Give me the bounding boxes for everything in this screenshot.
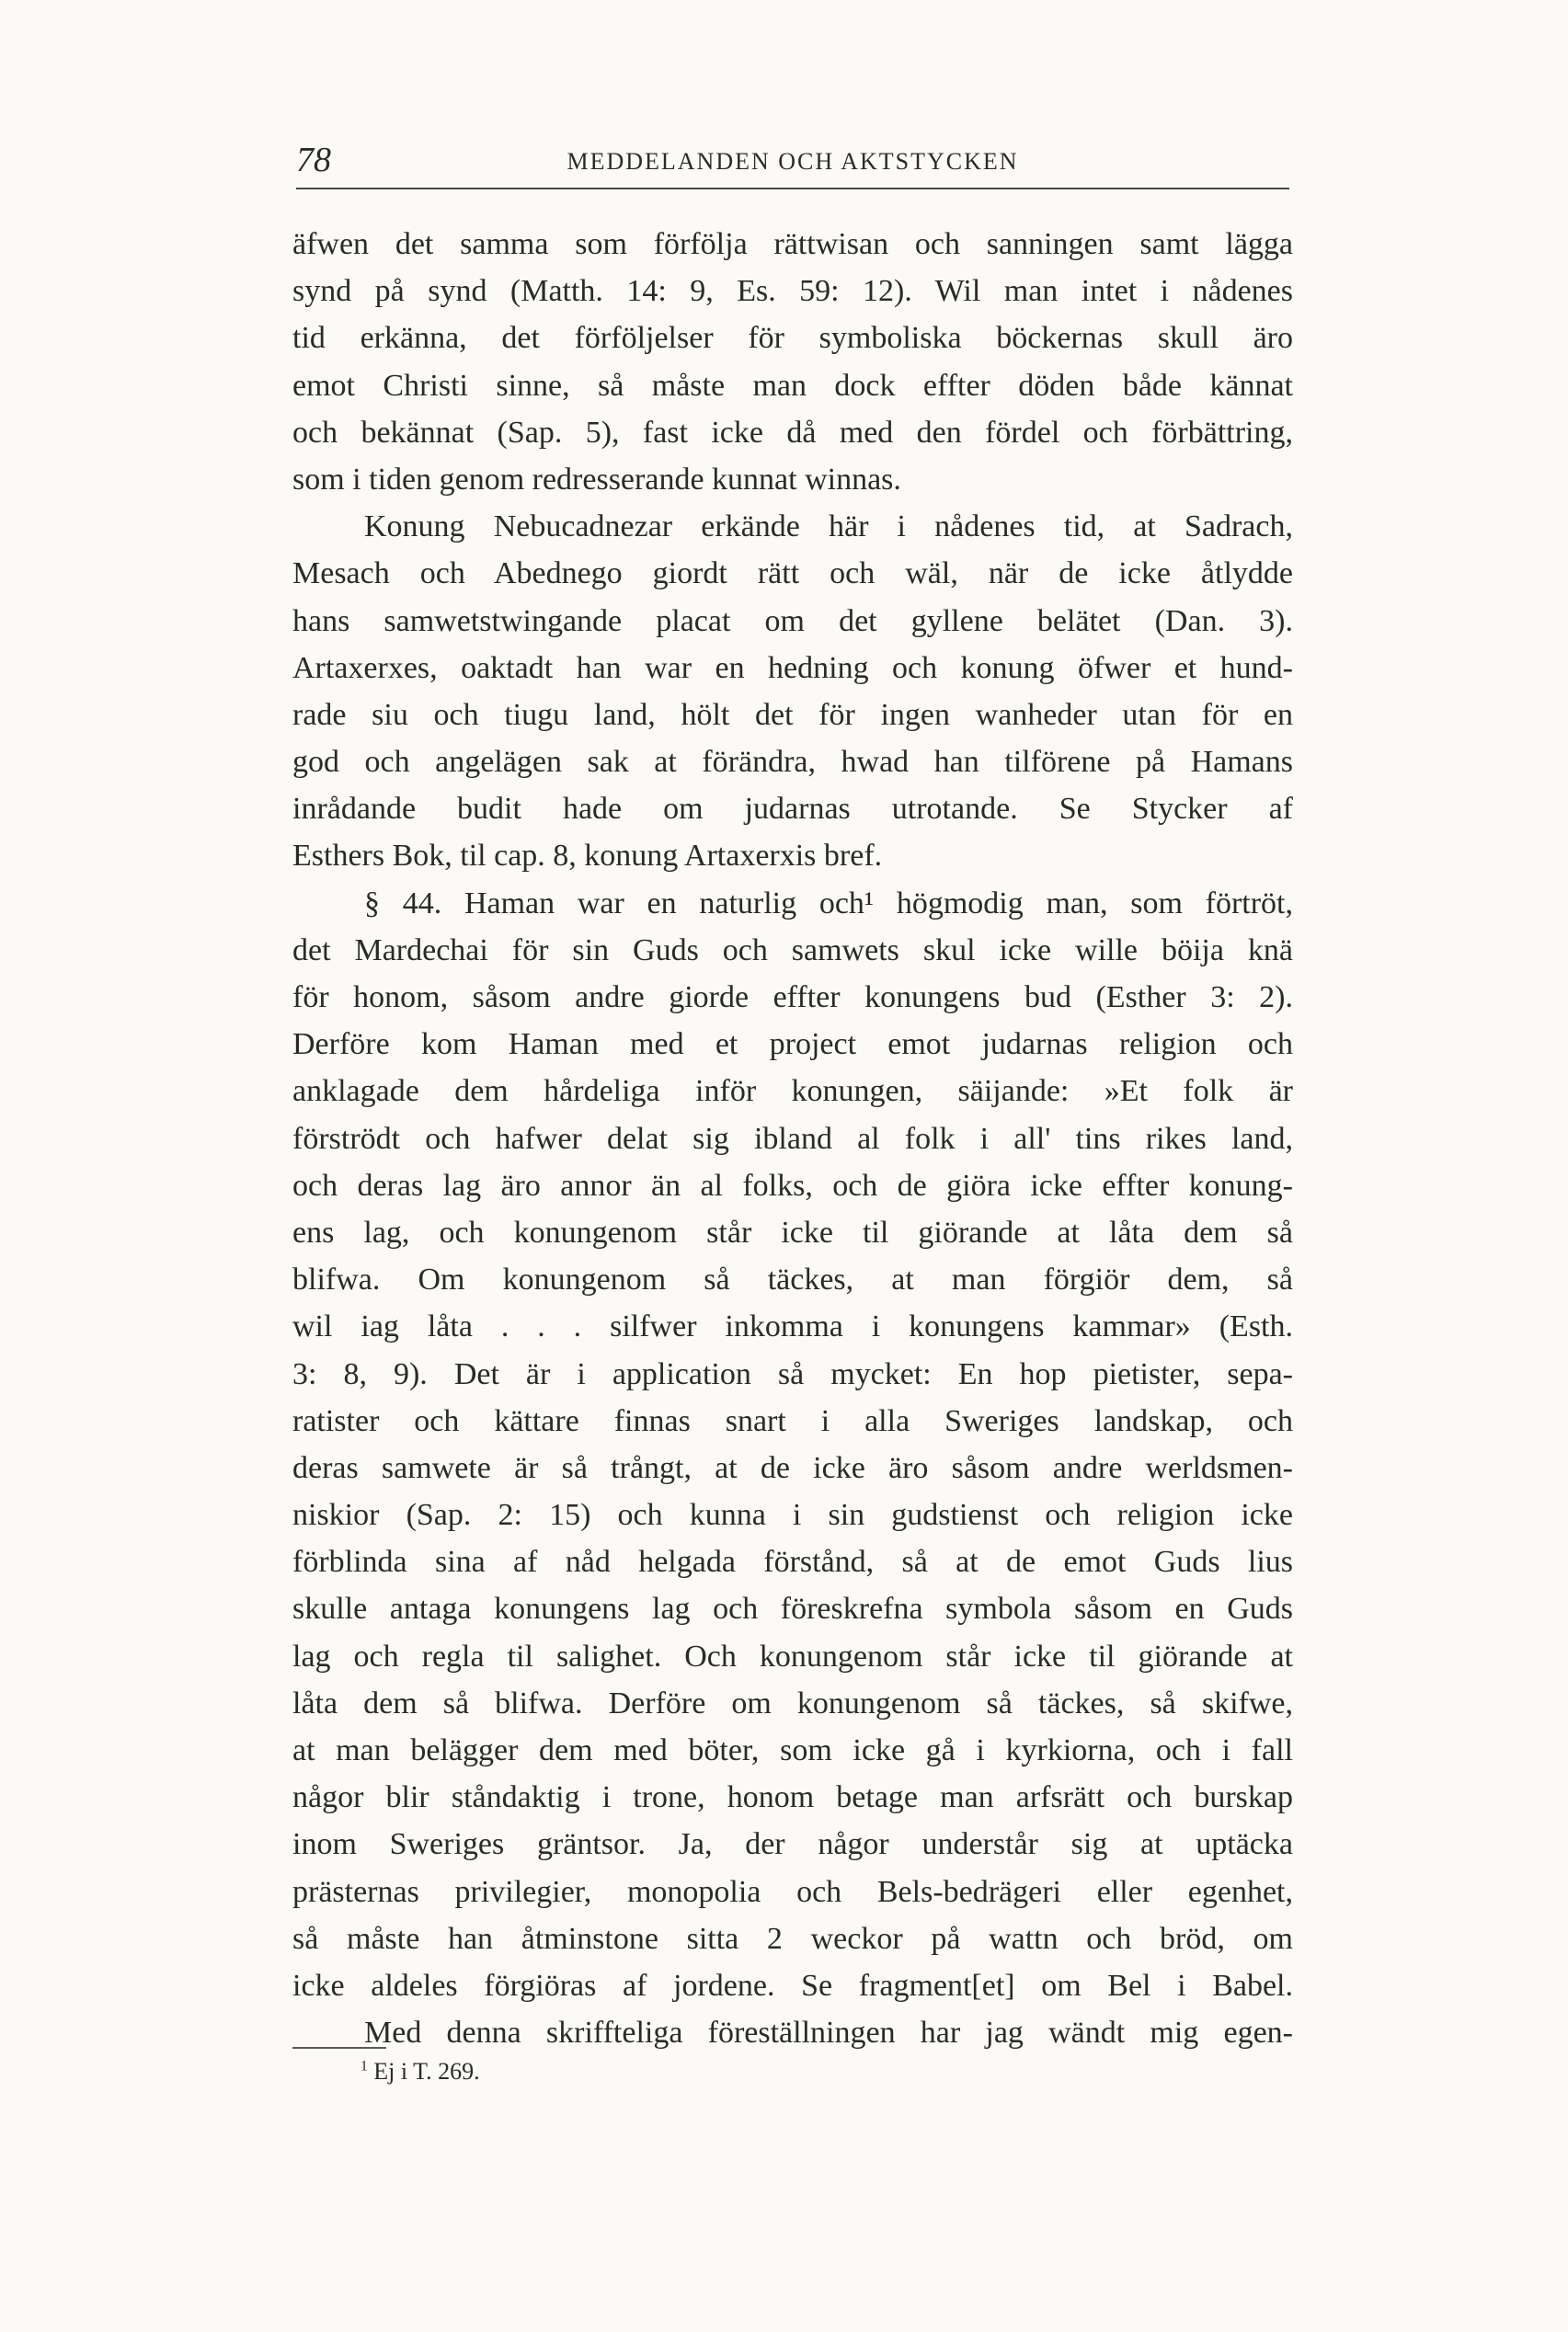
text-line: § 44. Haman war en naturlig och¹ högmodig man, som förtröt, xyxy=(364,886,1293,920)
text-line: ens lag, och konungenom står icke til giörande at låta dem så xyxy=(292,1215,1293,1250)
text-line: låta dem så blifwa. Derföre om konungenom så täckes, så skifwe, xyxy=(292,1686,1293,1720)
text-line: anklagade dem hårdeliga inför konungen, säijande: »Et folk är xyxy=(292,1074,1293,1109)
text-line: tid erkänna, det förföljelser för symboliska böckernas skull äro xyxy=(292,321,1293,356)
text-line: icke aldeles förgiöras af jordene. Se fragment[et] om Bel i Babel. xyxy=(292,1968,1293,2003)
text-line: och bekännat (Sap. 5), fast icke då med den fördel och förbättring, xyxy=(292,415,1293,450)
text-line: skulle antaga konungens lag och föreskrefna symbola såsom en Guds xyxy=(292,1592,1293,1627)
text-line: ratister och kättare finnas snart i alla Sweriges landskap, och xyxy=(292,1403,1293,1438)
text-line: Artaxerxes, oaktadt han war en hedning och konung öfwer et hund- xyxy=(292,650,1293,685)
text-line: någor blir ståndaktig i trone, honom betage man arfsrätt och burskap xyxy=(292,1780,1293,1815)
text-line: 3: 8, 9). Det är i application så mycket: En hop pietister, sepa- xyxy=(292,1356,1293,1391)
text-line: blifwa. Om konungenom så täckes, at man förgiör dem, så xyxy=(292,1263,1293,1297)
body-text xyxy=(292,221,1293,2056)
footnote-text: Ej i T. 269. xyxy=(373,2058,480,2085)
page-number: 78 xyxy=(296,141,331,179)
text-line: hans samwetstwingande placat om det gyllene belätet (Dan. 3). xyxy=(292,603,1293,638)
text-line: lag och regla til salighet. Och konungenom står icke til giörande at xyxy=(292,1639,1293,1674)
text-line: och deras lag äro annor än al folks, och de giöra icke effter konung- xyxy=(292,1168,1293,1203)
text-line: förströdt och hafwer delat sig ibland al folk i all' tins rikes land, xyxy=(292,1121,1293,1156)
text-line: förblinda sina af nåd helgada förstånd, så at de emot Guds lius xyxy=(292,1545,1293,1580)
footnote xyxy=(361,2056,480,2087)
text-line: Esthers Bok, til cap. 8, konung Artaxerxis bref. xyxy=(292,839,883,874)
text-line: at man belägger dem med böter, som icke gå i kyrkiorna, och i fall xyxy=(292,1733,1293,1767)
text-line: god och angelägen sak at förändra, hwad han tilförene på Hamans xyxy=(292,745,1293,780)
page-header xyxy=(296,140,1289,189)
text-line: emot Christi sinne, så måste man dock effter döden både kännat xyxy=(292,368,1293,403)
text-line: Konung Nebucadnezar erkände här i nådenes tid, at Sadrach, xyxy=(364,509,1293,544)
footnote-divider xyxy=(292,2047,386,2049)
text-line: niskior (Sap. 2: 15) och kunna i sin gudstienst och religion icke xyxy=(292,1498,1293,1533)
text-line: äfwen det samma som förfölja rättwisan och sanningen samt lägga xyxy=(292,227,1293,261)
text-line: inrådande budit hade om judarnas utrotande. Se Stycker af xyxy=(292,792,1293,827)
text-line: Med denna skriffteliga föreställningen har jag wändt mig egen- xyxy=(364,2016,1293,2051)
text-line: Derföre kom Haman med et project emot judarnas religion och xyxy=(292,1027,1293,1062)
text-line: så måste han åtminstone sitta 2 weckor på wattn och bröd, om xyxy=(292,1921,1293,1956)
text-line: inom Sweriges gräntsor. Ja, der någor understår sig at uptäcka xyxy=(292,1827,1293,1862)
text-line: Mesach och Abednego giordt rätt och wäl, när de icke åtlydde xyxy=(292,556,1293,591)
text-line: prästernas privilegier, monopolia och Bels-bedrägeri eller egenhet, xyxy=(292,1874,1293,1909)
text-line: rade siu och tiugu land, hölt det för ingen wanheder utan för en xyxy=(292,697,1293,732)
text-line: deras samwete är så trångt, at de icke äro såsom andre werldsmen- xyxy=(292,1450,1293,1485)
running-title: MEDDELANDEN OCH AKTSTYCKEN xyxy=(567,148,1019,175)
text-line: det Mardechai för sin Guds och samwets skul icke wille böija knä xyxy=(292,932,1293,967)
text-line: för honom, såsom andre giorde effter konungens bud (Esther 3: 2). xyxy=(292,980,1293,1014)
text-line: wil iag låta . . . silfwer inkomma i konungens kammar» (Esth. xyxy=(292,1309,1293,1344)
footnote-marker: 1 xyxy=(361,2058,368,2075)
text-line: synd på synd (Matth. 14: 9, Es. 59: 12). Wil man intet i nådenes xyxy=(292,274,1293,309)
text-line: som i tiden genom redresserande kunnat winnas. xyxy=(292,462,901,497)
